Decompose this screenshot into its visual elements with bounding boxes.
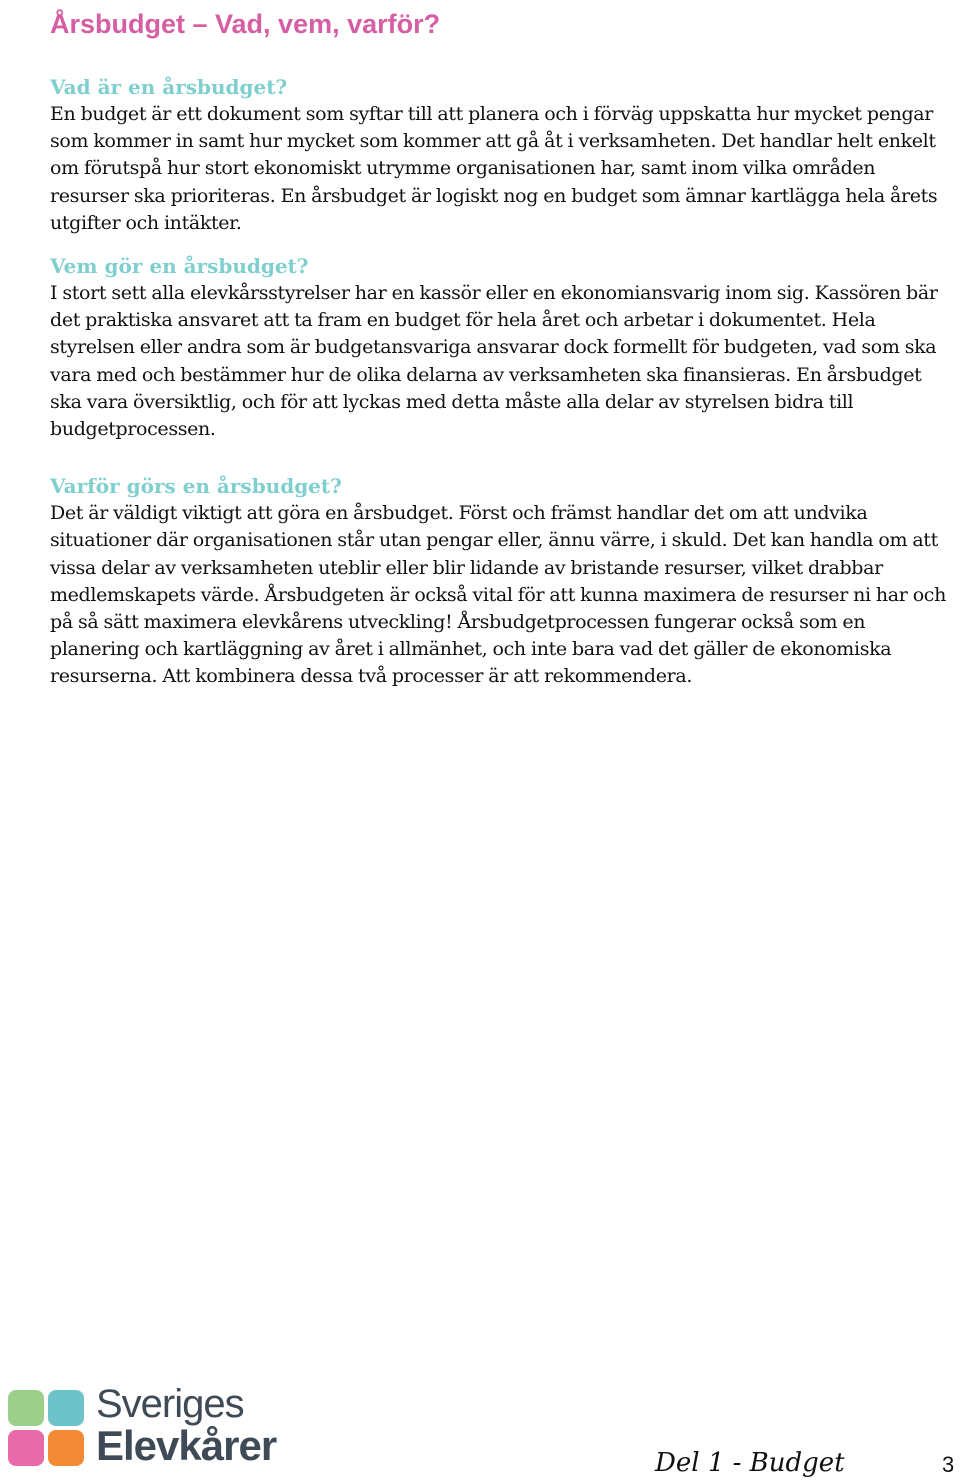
section-why (50, 473, 955, 690)
page-number: 3 (942, 1452, 955, 1477)
logo-text-line2: Elevkårer (96, 1422, 277, 1469)
section-paragraph: I stort sett alla elevkårsstyrelser har en kassör eller en ekonomiansvarig inom sig. Kassören bär det praktiska ansvaret att ta fram en budget för hela året och arbetar i dokumentet. Hela styrelsen eller andra som är budgetansvariga ansvarar dock formellt för budgeten, vad som ska vara med och bestämmer hur de olika delarna av verksamheten ska finansieras. En årsbudget ska vara översiktlig, och för att lyckas med detta måste alla delar av styrelsen bidra till budgetprocessen. (50, 282, 938, 441)
footer-section-label: Del 1 - Budget (655, 1448, 845, 1478)
page-title: Årsbudget – Vad, vem, varför? (50, 9, 441, 39)
logo-square-green (8, 1390, 44, 1426)
logo-text-line1: Sveriges (96, 1382, 244, 1426)
document-body (50, 74, 955, 691)
section-heading: Vad är en årsbudget? (50, 75, 288, 99)
section-heading: Vem gör en årsbudget? (50, 254, 309, 279)
logo-square-pink (8, 1430, 44, 1466)
section-what (50, 74, 955, 237)
logo-wordmark (96, 1384, 276, 1468)
section-paragraph: Det är väldigt viktigt att göra en årsbudget. Först och främst handlar det om att undvika situationer där organisationen står utan pengar eller, ännu värre, i skuld. Det kan handla om att vissa delar av verksamheten uteblir eller blir lidande av bristande resurser, vilket drabbar medlemskapets värde. Årsbudgeten är också vital för att kunna maximera de resurser ni har och på så sätt maximera elevkårens utveckling! Årsbudgetprocessen fungerar också som en planering och kartläggning av året i allmänhet, och inte bara vad det gäller de ekonomiska resurserna. Att kombinera dessa två processer är att rekommendera. (50, 502, 946, 688)
section-who (50, 253, 955, 443)
section-paragraph: En budget är ett dokument som syftar till att planera och i förväg uppskatta hur mycket pengar som kommer in samt hur mycket som kommer att gå åt i verksamheten. Det handlar helt enkelt om förutspå hur stort ekonomiskt utrymme organisationen har, samt inom vilka områden resurser ska prioriteras. En årsbudget är logiskt nog en budget som ämnar kartlägga hela årets utgifter och intäkter. (50, 103, 938, 234)
logo-square-orange (48, 1430, 84, 1466)
logo-square-teal (48, 1390, 84, 1426)
section-heading: Varför görs en årsbudget? (50, 474, 342, 499)
logo-mark-icon (8, 1386, 86, 1466)
sveriges-elevkarer-logo (8, 1384, 276, 1468)
